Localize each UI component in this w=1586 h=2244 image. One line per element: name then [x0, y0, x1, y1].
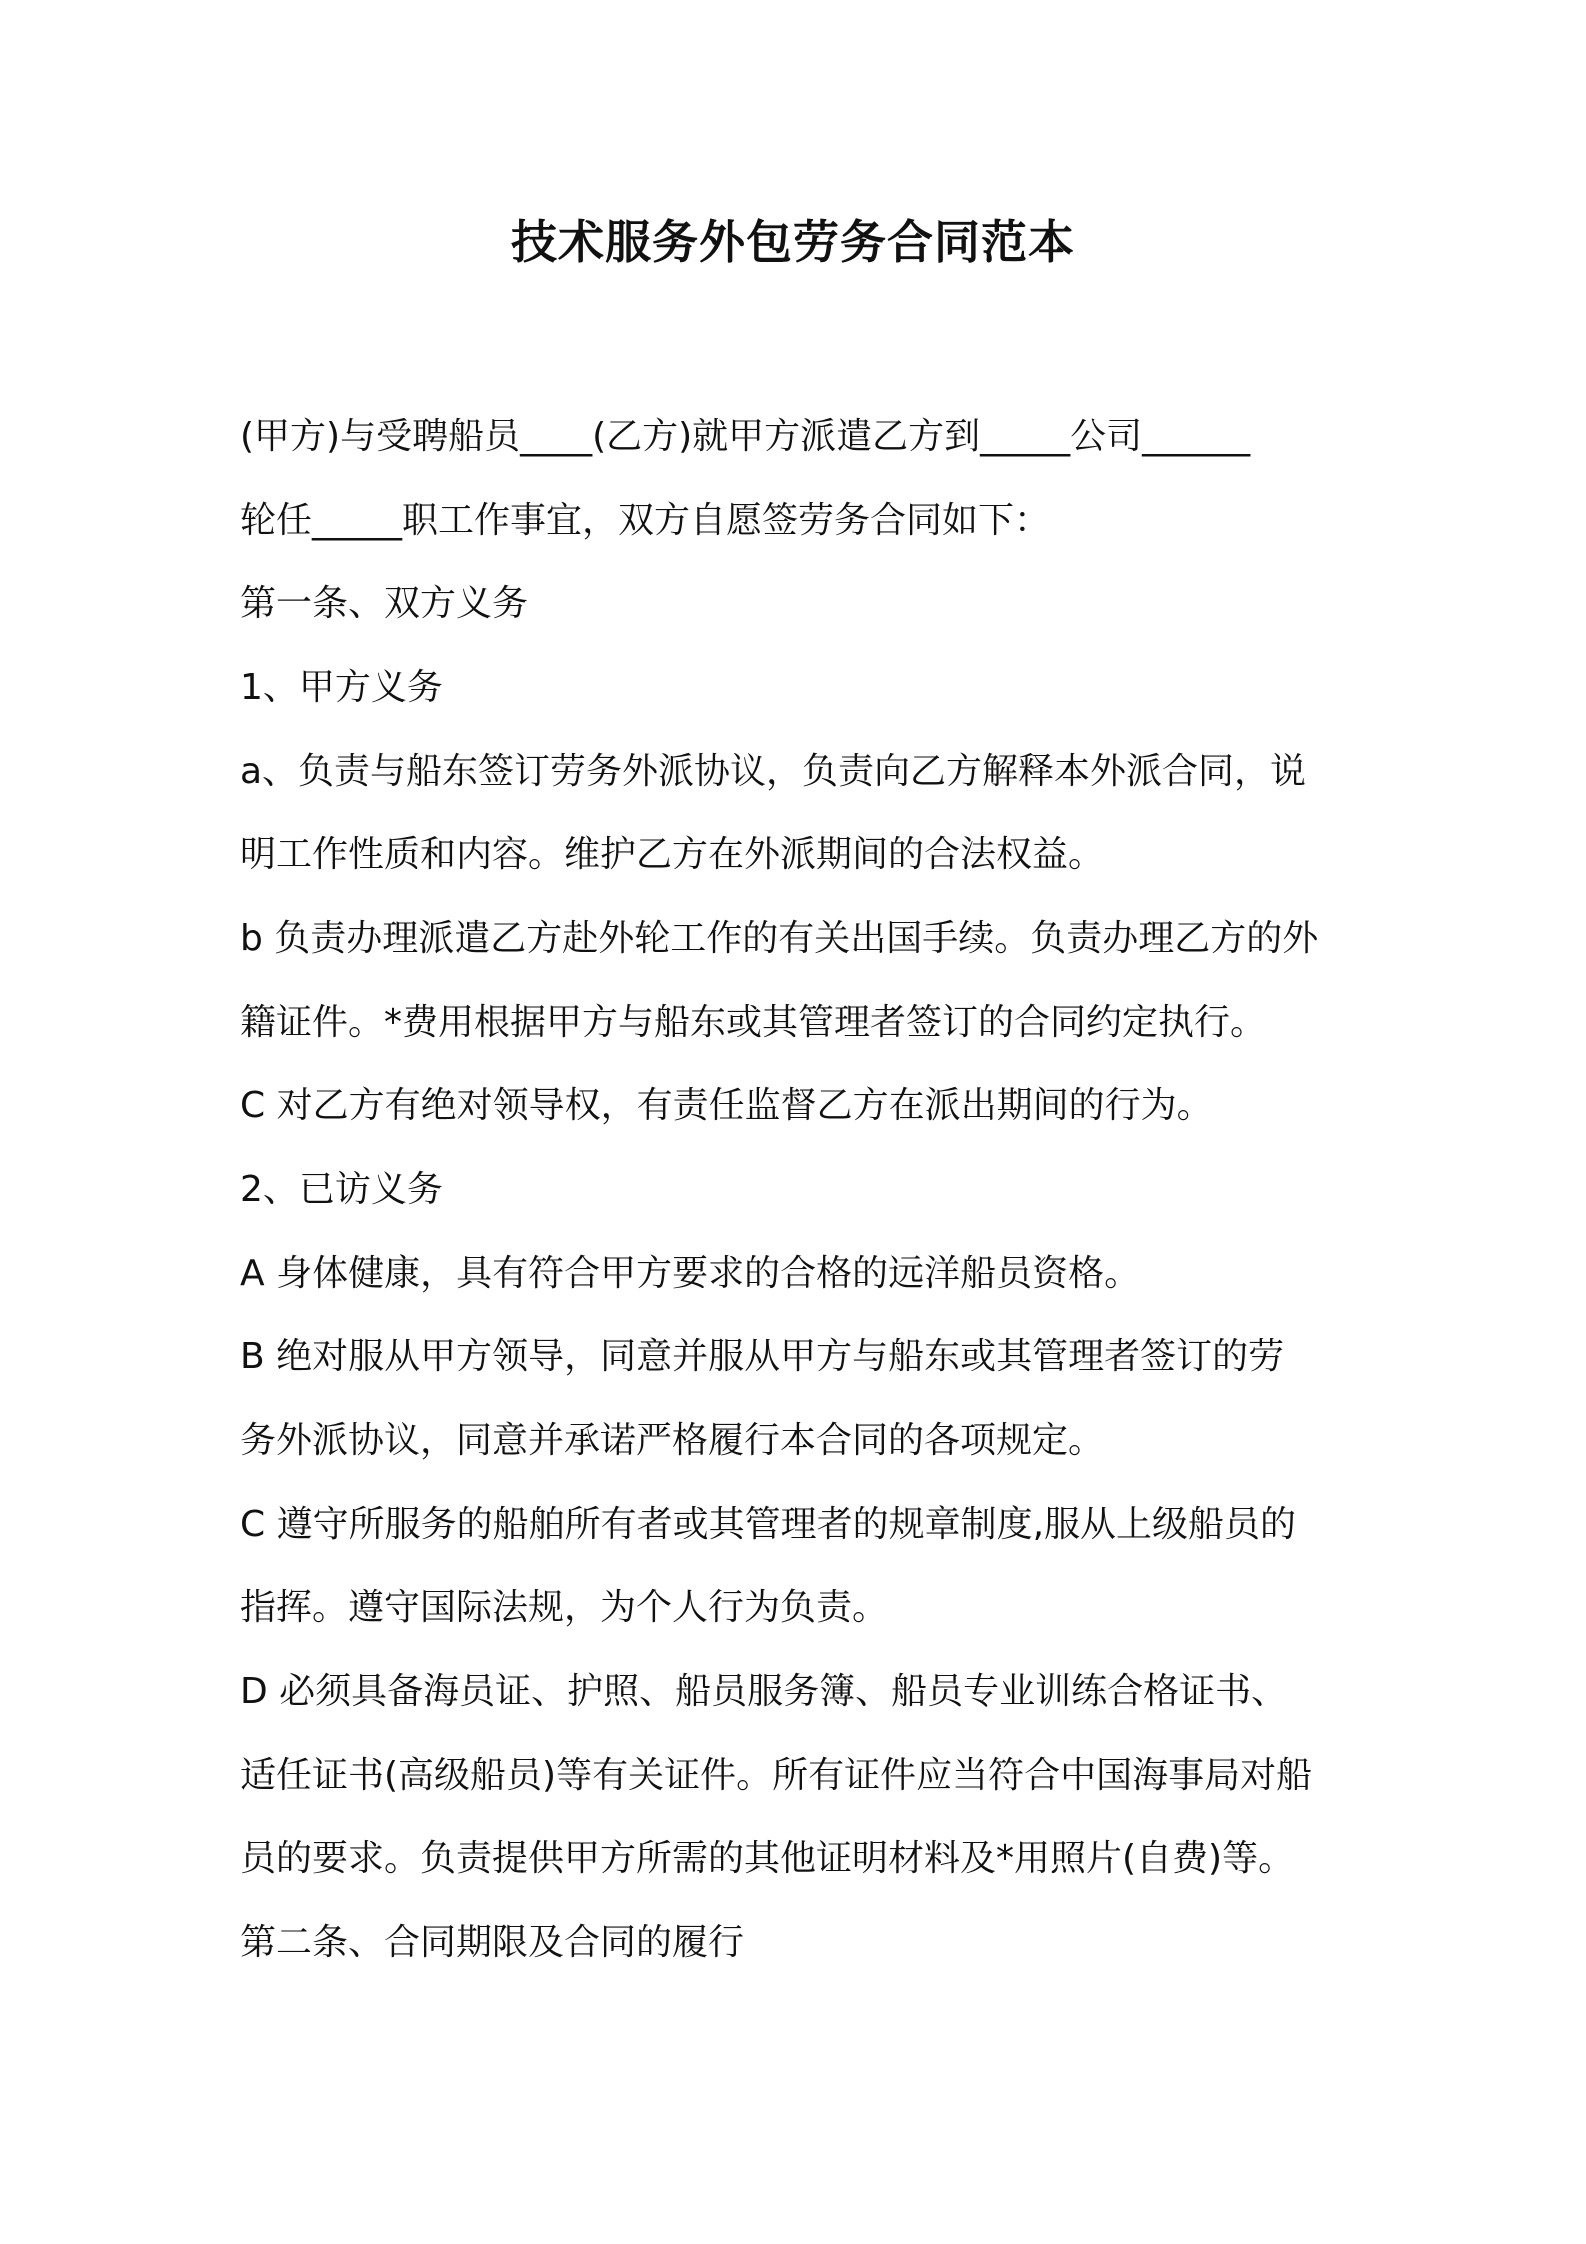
text-line: 适任证书(高级船员)等有关证件。所有证件应当符合中国海事局对船 [240, 1755, 1313, 1796]
text-line: B 绝对服从甲方领导，同意并服从甲方与船东或其管理者签订的劳 [240, 1336, 1285, 1377]
text-line: 明工作性质和内容。维护乙方在外派期间的合法权益。 [240, 834, 1105, 875]
text-line: 员的要求。负责提供甲方所需的其他证明材料及*用照片(自费)等。 [240, 1838, 1295, 1879]
text-line: (甲方)与受聘船员____(乙方)就甲方派遣乙方到_____公司______ [240, 416, 1251, 457]
subsection-heading: 2、已访义务 [240, 1169, 443, 1210]
text-line: C 对乙方有绝对领导权，有责任监督乙方在派出期间的行为。 [240, 1085, 1213, 1126]
subsection-heading: 1、甲方义务 [240, 667, 443, 708]
text-line: 轮任_____职工作事宜，双方自愿签劳务合同如下： [240, 500, 1051, 541]
section-heading: 第二条、合同期限及合同的履行 [240, 1922, 745, 1963]
text-line: 务外派协议，同意并承诺严格履行本合同的各项规定。 [240, 1420, 1105, 1461]
text-line: a、负责与船东签订劳务外派协议，负责向乙方解释本外派合同，说 [240, 751, 1307, 792]
document-title: 技术服务外包劳务合同范本 [511, 215, 1075, 269]
text-line: C 遵守所服务的船舶所有者或其管理者的规章制度,服从上级船员的 [240, 1504, 1297, 1545]
text-line: 指挥。遵守国际法规，为个人行为负责。 [240, 1587, 889, 1628]
text-line: A 身体健康，具有符合甲方要求的合格的远洋船员资格。 [240, 1253, 1141, 1294]
section-heading: 第一条、双方义务 [240, 583, 529, 624]
text-line: 籍证件。*费用根据甲方与船东或其管理者签订的合同约定执行。 [240, 1002, 1267, 1043]
text-line: D 必须具备海员证、护照、船员服务簿、船员专业训练合格证书、 [240, 1671, 1288, 1712]
text-line: b 负责办理派遣乙方赴外轮工作的有关出国手续。负责办理乙方的外 [240, 918, 1319, 959]
